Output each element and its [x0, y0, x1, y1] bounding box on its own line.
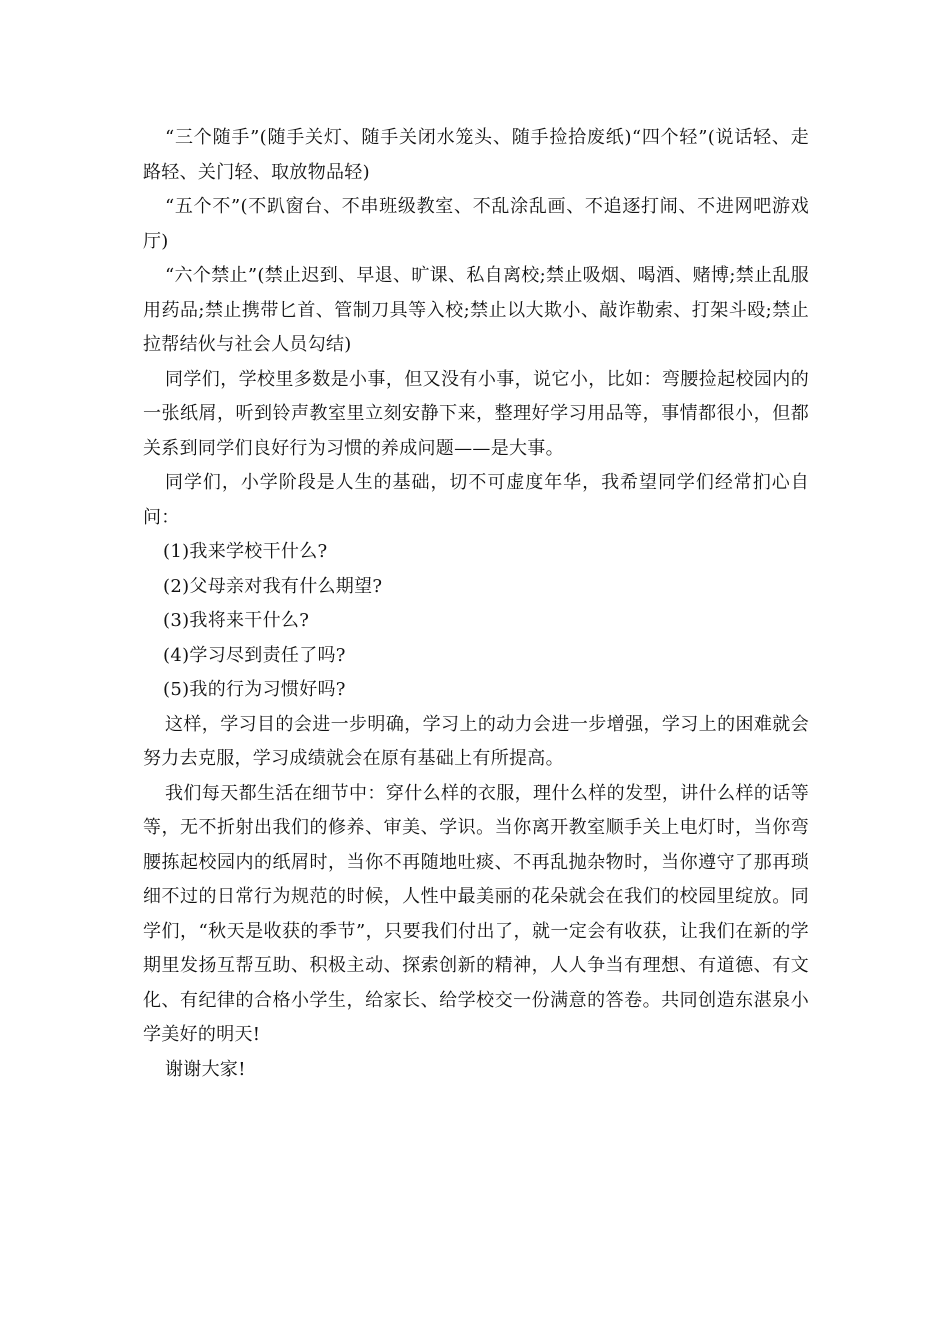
paragraph-self-reflection: 同学们，小学阶段是人生的基础，切不可虚度年华，我希望同学们经常扪心自问：: [143, 472, 809, 528]
list-item-question-5: (5)我的行为习惯好吗?: [163, 679, 346, 700]
document-body: [143, 121, 809, 1087]
paragraph-learning-goals: 这样，学习目的会进一步明确，学习上的动力会进一步增强，学习上的困难就会努力去克服，学习成绩就会在原有基础上有所提高。: [143, 713, 809, 769]
list-item-question-2: (2)父母亲对我有什么期望?: [163, 575, 383, 597]
paragraph-six-prohibitions: “六个禁止”(禁止迟到、早退、旷课、私自离校;禁止吸烟、喝酒、赌博;禁止乱服用药品;禁止携带匕首、管制刀具等入校;禁止以大欺小、敲诈勒索、打架斗殴;禁止拉帮结伙与社会人员勾结): [143, 265, 809, 355]
paragraph-closing-thanks: 谢谢大家!: [165, 1058, 246, 1080]
list-item-question-1: (1)我来学校干什么?: [163, 541, 328, 562]
paragraph-five-nots: “五个不”(不趴窗台、不串班级教室、不乱涂乱画、不追逐打闹、不进网吧游戏厅): [143, 196, 809, 252]
list-item-question-4: (4)学习尽到责任了吗?: [163, 644, 346, 666]
paragraph-details-of-life: 我们每天都生活在细节中：穿什么样的衣服，理什么样的发型，讲什么样的话等等，无不折射出我们的修养、审美、学识。当你离开教室顺手关上电灯时，当你弯腰拣起校园内的纸屑时，当你不再随地吐痰、不再乱抛杂物时，当你遵守了那再琐细不过的日常行为规范的时候，人性中最美丽的花朵就会在我们的校园里绽放。同学们，“秋天是收获的季节”，只要我们付出了，就一定会有收获，让我们在新的学期里发扬互帮互助、积极主动、探索创新的精神，人人争当有理想、有道德、有文化、有纪律的合格小学生，给家长、给学校交一份满意的答卷。共同创造东湛泉小学美好的明天!: [143, 782, 809, 1045]
list-item-question-3: (3)我将来干什么?: [163, 610, 310, 631]
paragraph-three-habits: “三个随手”(随手关灯、随手关闭水笼头、随手捡拾废纸)“四个轻”(说话轻、走路轻、关门轻、取放物品轻): [143, 127, 809, 183]
paragraph-small-things: 同学们，学校里多数是小事，但又没有小事，说它小，比如：弯腰捡起校园内的一张纸屑，听到铃声教室里立刻安静下来，整理好学习用品等，事情都很小，但都关系到同学们良好行为习惯的养成问题——是大事。: [143, 368, 809, 459]
